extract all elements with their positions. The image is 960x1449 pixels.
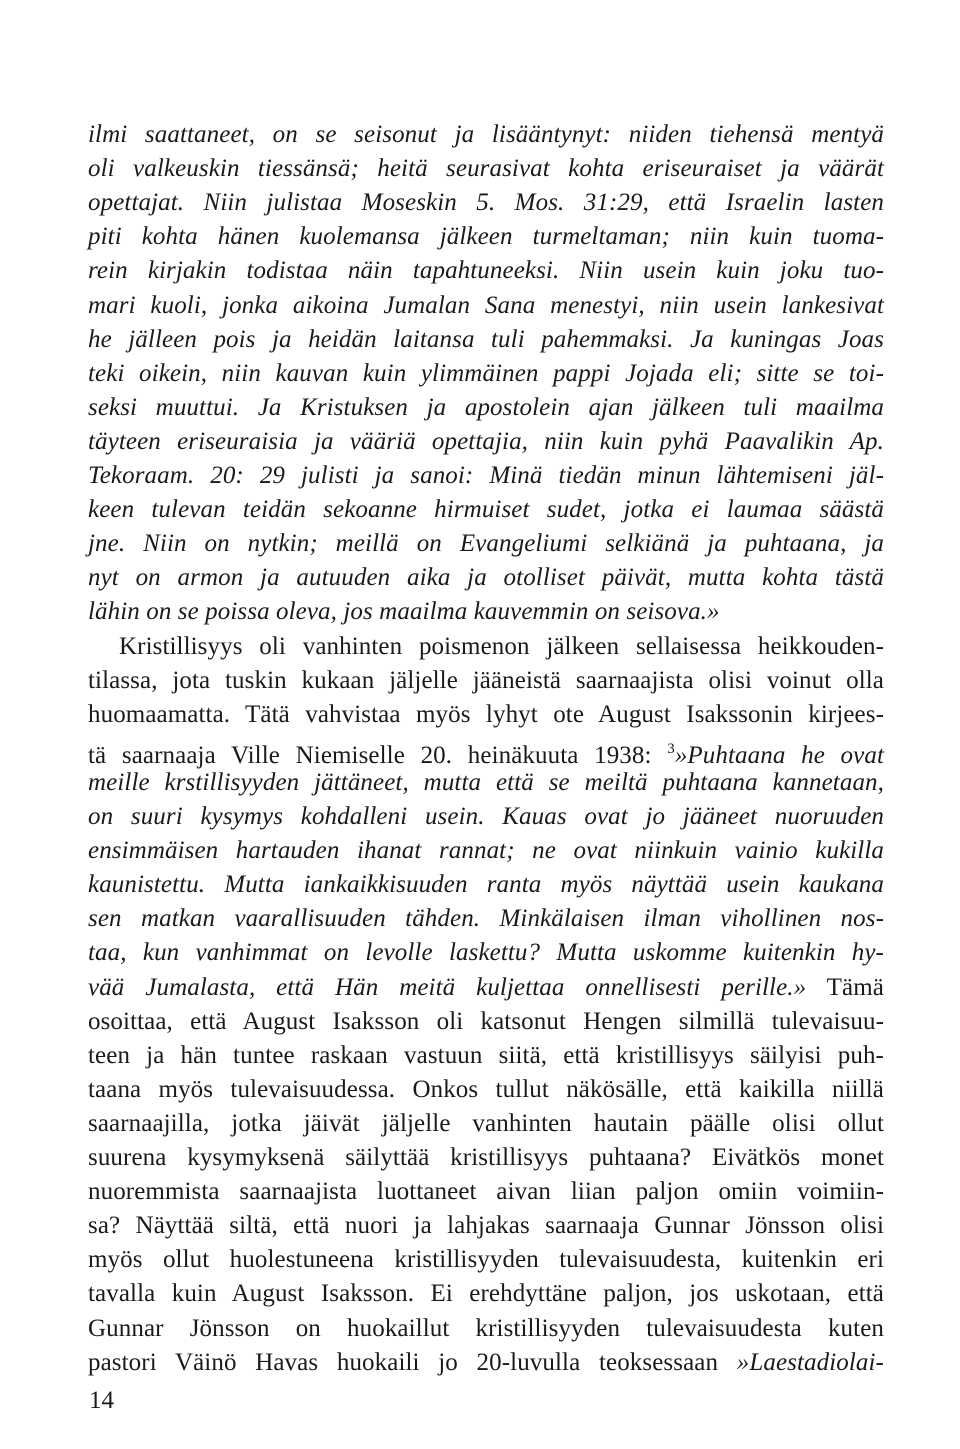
italic-segment: kaunistettu. Mutta iankaikkisuuden ranta myös näyttää usein kaukana [88, 871, 884, 899]
italic-segment: sen matkan vaarallisuuden tähden. Minkälaisen ilman vihollinen nos- [88, 905, 884, 933]
text-line [88, 731, 884, 767]
italic-segment: jne. Niin on nytkin; meillä on Evangeliumi selkiänä ja puhtaana, ja [88, 530, 884, 558]
italic-segment: on suuri kysymys kohdalleni usein. Kauas ovat jo jääneet nuoruuden [88, 803, 884, 830]
text-segment: Gunnar Jönsson on huokaillut kristillisyyden tulevaisuudesta kuten [88, 1314, 884, 1342]
text-line [88, 697, 884, 733]
text-segment: tä saarnaaja Ville Niemiselle 20. heinäkuuta 1938: [88, 741, 668, 769]
italic-segment: ilmi saattaneet, on se seisonut ja lisääntynyt: niiden tiehensä mentyä [88, 121, 884, 148]
text-line [88, 833, 884, 869]
text-line [88, 1345, 884, 1381]
italic-segment: piti kohta hänen kuolemansa jälkeen turmeltaman; niin kuin tuoma- [88, 223, 884, 251]
text-segment: tilassa, jota tuskin kukaan jäljelle jääneistä saarnaajista olisi voinut olla [88, 666, 884, 694]
text-line [88, 799, 884, 835]
text-line [88, 1140, 884, 1176]
text-line [88, 935, 884, 971]
text-line [88, 492, 884, 528]
text-line [88, 1072, 884, 1108]
italic-segment: täyteen eriseuraisia ja vääriä opettajia, niin kuin pyhä Paavalikin Ap. [88, 427, 884, 455]
text-line [88, 356, 884, 392]
italic-segment: taa, kun vanhimmat on levolle laskettu? Mutta uskomme kuitenkin hy- [88, 939, 884, 967]
italic-segment: oli valkeuskin tiessänsä; heitä seurasivat kohta eriseuraiset ja väärät [88, 155, 884, 183]
italic-segment: »Puhtaana he ovat [674, 741, 884, 769]
text-segment: taana myös tulevaisuudessa. Onkos tullut näkösälle, että kaikilla niillä [88, 1075, 884, 1103]
italic-segment: nyt on armon ja autuuden aika ja otolliset päivät, mutta kohta tästä [88, 564, 884, 592]
text-line [88, 560, 884, 596]
text-segment: teen ja hän tuntee raskaan vastuun siitä, että kristillisyys säilyisi puh- [88, 1041, 884, 1069]
italic-segment: mari kuoli, jonka aikoina Jumalan Sana menestyi, niin usein lankesivat [88, 291, 884, 319]
italic-segment: he jälleen pois ja heidän laitansa tuli pahemmaksi. Ja kuningas Joas [88, 325, 884, 353]
text-line [88, 1242, 884, 1278]
text-line [88, 765, 884, 801]
italic-segment: teki oikein, niin kauvan kuin ylimmäinen pappi Jojada eli; sitte se toi- [88, 359, 884, 387]
text-line [119, 629, 884, 665]
text-line [88, 288, 884, 324]
page-number: 14 [89, 1387, 114, 1414]
text-segment: osoittaa, että August Isaksson oli katsonut Hengen silmillä tulevaisuu- [88, 1007, 884, 1035]
italic-segment: rein kirjakin todistaa näin tapahtuneeksi. Niin usein kuin joku tuo- [88, 257, 884, 285]
text-line [88, 1174, 884, 1210]
text-line [88, 1208, 884, 1244]
italic-segment: keen tulevan teidän sekoanne hirmuiset sudet, jotka ei laumaa säästä [88, 496, 884, 524]
text-segment: nuoremmista saarnaajista luottaneet aivan liian paljon omiin voimiin- [88, 1178, 884, 1206]
text-line [88, 458, 884, 494]
text-line [88, 1276, 884, 1312]
text-segment: tavalla kuin August Isaksson. Ei erehdyttäne paljon, jos uskotaan, että [88, 1280, 884, 1308]
italic-segment: opettajat. Niin julistaa Moseskin 5. Mos. 31:29, että Israelin lasten [88, 189, 884, 217]
text-line [88, 1311, 884, 1347]
text-line [88, 526, 884, 562]
text-line [88, 253, 884, 289]
text-segment: pastori Väinö Havas huokaili jo 20-luvulla teoksessaan [88, 1348, 737, 1376]
text-line [88, 424, 884, 460]
text-line [88, 1106, 884, 1142]
italic-segment: seksi muuttui. Ja Kristuksen ja apostolein ajan jälkeen tuli maailma [88, 393, 884, 421]
italic-segment: Tekoraam. 20: 29 julisti ja sanoi: Minä tiedän minun lähtemiseni jäl- [88, 462, 884, 489]
italic-segment: »Laestadiolai- [736, 1348, 884, 1376]
text-segment: Kristillisyys oli vanhinten poismenon jälkeen sellaisessa heikkouden- [119, 632, 884, 660]
text-segment: suurena kysymyksenä säilyttää kristillisyys puhtaana? Eivätkös monet [88, 1144, 884, 1171]
text-line [88, 1004, 884, 1040]
text-line [88, 219, 884, 255]
text-line [88, 867, 884, 903]
text-line [88, 117, 884, 153]
text-line [88, 663, 884, 699]
text-line [88, 1038, 884, 1074]
text-line [88, 901, 884, 937]
italic-segment: lähin on se poissa oleva, jos maailma kauvemmin on seisova.» [88, 598, 720, 626]
text-segment: saarnaajilla, jotka jäivät jäljelle vanhinten hautain päälle olisi ollut [88, 1109, 884, 1137]
text-segment: myös ollut huolestuneena kristillisyyden tulevaisuudesta, kuitenkin eri [88, 1246, 884, 1274]
italic-segment: meille krstillisyyden jättäneet, mutta että se meiltä puhtaana kannetaan, [88, 768, 884, 796]
text-segment: huomaamatta. Tätä vahvistaa myös lyhyt ote August Isakssonin kirjees- [88, 700, 884, 728]
text-line [88, 390, 884, 426]
footnote-marker: 3 [667, 740, 675, 757]
italic-segment: ensimmäisen hartauden ihanat rannat; ne ovat niinkuin vainio kukilla [88, 837, 884, 865]
italic-segment: vää Jumalasta, että Hän meitä kuljettaa onnellisesti perille.» [88, 973, 807, 1001]
text-line [88, 594, 884, 630]
text-line [88, 151, 884, 187]
text-line [88, 970, 884, 1006]
text-line [88, 185, 884, 221]
text-segment: Tämä [806, 973, 884, 1001]
text-line [88, 322, 884, 358]
text-segment: sa? Näyttää siltä, että nuori ja lahjakas saarnaaja Gunnar Jönsson olisi [88, 1212, 884, 1240]
